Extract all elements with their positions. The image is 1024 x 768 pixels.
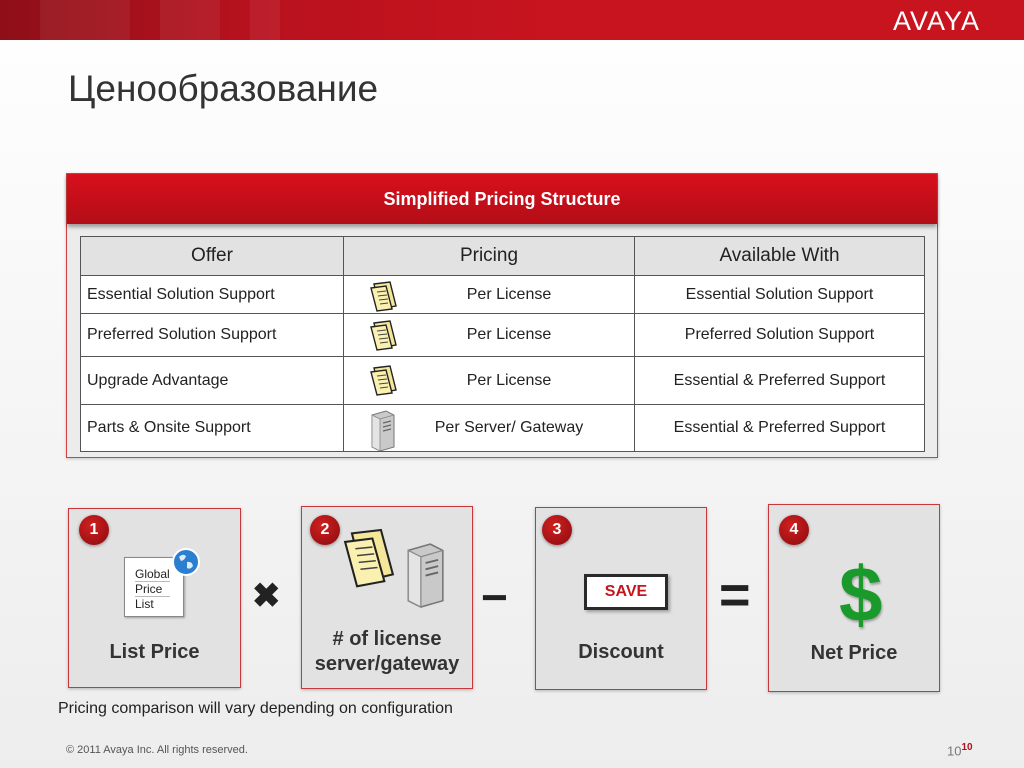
- bar-block: [160, 0, 220, 40]
- bar-block: [40, 0, 130, 40]
- column-header-pricing: Pricing: [344, 237, 635, 276]
- server-icon: [402, 539, 446, 609]
- top-brand-bar: [0, 0, 1024, 40]
- pricing-text: Per License: [466, 371, 552, 389]
- column-header-available: Available With: [635, 237, 925, 276]
- step-number-badge: 1: [79, 515, 109, 545]
- pricing-panel: [66, 173, 938, 458]
- avaya-logo: AVAYA: [892, 6, 980, 36]
- table-row: [81, 314, 925, 357]
- table-row: [81, 276, 925, 314]
- price-list-line: List: [135, 596, 170, 611]
- page-number-text: 10: [947, 743, 962, 759]
- page-number: [947, 742, 973, 758]
- pricing-text: Per License: [466, 326, 552, 343]
- offer-cell: Preferred Solution Support: [81, 314, 344, 357]
- pricing-text: Per License: [466, 285, 552, 303]
- license-document-icon: [340, 527, 398, 591]
- table-row: [81, 357, 925, 405]
- pricing-table: [80, 236, 925, 452]
- pricing-panel-heading: Simplified Pricing Structure: [67, 174, 937, 224]
- step-number-badge: 3: [542, 515, 572, 545]
- step-label: # of license server/gateway: [314, 628, 460, 675]
- pricing-cell: [344, 405, 635, 452]
- offer-cell: Parts & Onsite Support: [81, 405, 344, 452]
- configuration-note: Pricing comparison will vary depending on configuration: [58, 700, 453, 717]
- page-number-sup: 10: [961, 742, 973, 753]
- license-document-icon: [368, 363, 402, 397]
- multiply-icon: ✖: [252, 577, 281, 615]
- available-cell: Essential & Preferred Support: [635, 405, 925, 452]
- pricing-cell: [344, 314, 635, 357]
- offer-cell: Upgrade Advantage: [81, 357, 344, 405]
- step-list-price: [68, 508, 241, 688]
- available-cell: Essential & Preferred Support: [635, 357, 925, 405]
- dollar-icon: $: [839, 550, 883, 638]
- slide-title: Ценообразование: [68, 68, 379, 109]
- step-label: Net Price: [810, 642, 898, 664]
- price-list-text: [135, 567, 170, 611]
- equals-icon: =: [719, 565, 751, 625]
- bar-block: [250, 0, 280, 40]
- price-list-line: Price: [135, 581, 170, 596]
- pricing-text: Per Server/ Gateway: [434, 419, 584, 436]
- pricing-cell: [344, 276, 635, 314]
- column-header-offer: Offer: [81, 237, 344, 276]
- minus-icon: −: [481, 571, 508, 623]
- available-cell: Preferred Solution Support: [635, 314, 925, 357]
- offer-cell: Essential Solution Support: [81, 276, 344, 314]
- available-cell: Essential Solution Support: [635, 276, 925, 314]
- step-discount: [535, 507, 707, 690]
- table-row: [81, 405, 925, 452]
- step-license-count: [301, 506, 473, 689]
- license-document-icon: [368, 280, 402, 312]
- save-tag-icon: SAVE: [584, 574, 668, 610]
- step-number-badge: 2: [310, 515, 340, 545]
- server-icon: [368, 409, 396, 451]
- copyright: © 2011 Avaya Inc. All rights reserved.: [66, 744, 248, 756]
- globe-icon: [171, 547, 201, 577]
- license-document-icon: [368, 319, 402, 351]
- step-net-price: [768, 504, 940, 692]
- step-label: Discount: [578, 641, 664, 663]
- table-header-row: [81, 237, 925, 276]
- pricing-cell: [344, 357, 635, 405]
- step-label: List Price: [109, 641, 200, 663]
- price-list-line: Global: [135, 567, 170, 581]
- step-number-badge: 4: [779, 515, 809, 545]
